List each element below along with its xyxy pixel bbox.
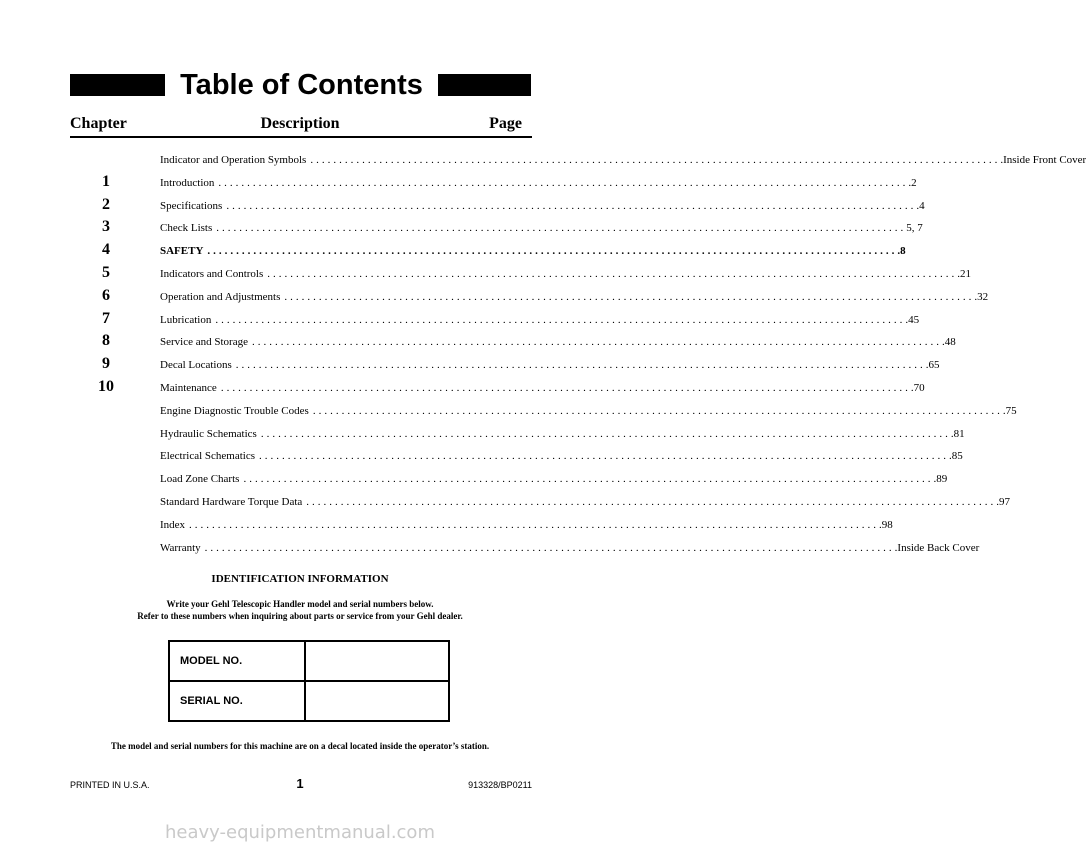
- printed-in-label: PRINTED IN U.S.A.: [70, 780, 150, 790]
- toc-entry-page: .98: [879, 518, 893, 531]
- title-right-bar: [438, 74, 531, 96]
- toc-entry-description: Engine Diagnostic Trouble Codes: [160, 404, 309, 417]
- toc-row: [0, 195, 925, 218]
- toc-entry-line: [160, 540, 980, 556]
- toc-entry-page: .70: [910, 382, 925, 394]
- toc-entry-line: [160, 403, 1017, 419]
- chapter-number: 1: [102, 172, 110, 190]
- toc-entry-description: Lubrication: [160, 313, 212, 326]
- toc-entry-page: .97: [996, 496, 1011, 508]
- toc-entry-description: Load Zone Charts: [160, 473, 240, 486]
- toc-entry-description: SAFETY: [160, 245, 204, 258]
- toc-entry-line: [160, 426, 965, 442]
- chapter-number: 4: [102, 241, 110, 259]
- watermark: heavy-equipmentmanual.com: [165, 822, 435, 843]
- part-number: 913328/BP0211: [468, 780, 532, 790]
- toc-entry-page: 5, 7: [906, 222, 923, 235]
- toc-entry-page: .2: [908, 176, 917, 189]
- toc-entry-line: [160, 266, 972, 282]
- identification-heading: IDENTIFICATION INFORMATION: [211, 573, 389, 585]
- toc-entry-page: .4: [916, 199, 925, 212]
- dot-leader: ........................................................................................................................: [226, 199, 917, 212]
- toc-entry-line: [160, 357, 940, 373]
- toc-entry-line: [160, 494, 1011, 510]
- toc-entry-line: [160, 198, 925, 214]
- chapter-number: 7: [102, 309, 110, 327]
- toc-row: [0, 172, 917, 195]
- toc-row: [0, 152, 1086, 172]
- toc-entry-description: Operation and Adjustments: [160, 290, 281, 303]
- dot-leader: ........................................................................................................................: [215, 313, 906, 326]
- toc-entry-description: Index: [160, 518, 186, 531]
- chapter-number: 8: [102, 332, 110, 350]
- toc-entry-page: .65: [925, 359, 940, 372]
- toc-entry-description: Indicators and Controls: [160, 268, 264, 280]
- toc-row: [0, 448, 963, 468]
- toc-entry-line: [160, 448, 963, 464]
- toc-entry-description: Indicator and Operation Symbols: [160, 154, 307, 166]
- toc-row: [0, 494, 1011, 514]
- toc-entry-description: Standard Hardware Torque Data: [160, 496, 303, 508]
- description-column-header: Description: [260, 115, 340, 132]
- toc-row: [0, 241, 906, 263]
- serial-row: [169, 681, 449, 721]
- page-title: Table of Contents: [180, 69, 423, 101]
- dot-leader: ........................................................................................................................: [310, 154, 1001, 166]
- chapter-number: 10: [98, 378, 114, 395]
- toc-row: [0, 471, 948, 491]
- toc-row: [0, 264, 972, 286]
- toc-entry-description: Decal Locations: [160, 359, 232, 372]
- toc-entry-line: [160, 175, 917, 191]
- dot-leader: ........................................................................................................................: [243, 473, 934, 486]
- toc-row: [0, 332, 956, 354]
- chapter-column-header: Chapter: [70, 115, 127, 132]
- toc-row: [0, 517, 893, 537]
- toc-row: [0, 403, 1017, 423]
- chapter-number: 6: [102, 286, 110, 304]
- toc-entry-page: .Inside Back Cover: [894, 541, 980, 554]
- chapter-number: 5: [102, 264, 110, 281]
- toc-entry-description: Introduction: [160, 176, 215, 189]
- chapter-number: 2: [102, 195, 110, 213]
- dot-leader: ........................................................................................................................: [306, 496, 997, 508]
- identification-table: [168, 640, 450, 722]
- title-left-bar: [70, 74, 165, 96]
- toc-entry-page: .32: [974, 290, 989, 303]
- toc-entry-page: .75: [1002, 404, 1017, 417]
- toc-entry-description: Electrical Schematics: [160, 450, 255, 463]
- toc-entry-line: [160, 334, 956, 350]
- toc-row: [0, 309, 920, 332]
- toc-entry-description: Maintenance: [160, 382, 217, 394]
- model-row: [169, 641, 449, 681]
- dot-leader: ........................................................................................................................: [258, 450, 949, 463]
- toc-row: [0, 540, 980, 560]
- toc-entry-page: .48: [941, 336, 956, 349]
- identification-instruction-2: Refer to these numbers when inquiring about parts or service from your Gehl dealer.: [137, 611, 463, 621]
- toc-entry-description: Specifications: [160, 199, 223, 212]
- identification-instruction-1: Write your Gehl Telescopic Handler model and serial numbers below.: [166, 599, 434, 609]
- serial-value-field[interactable]: [305, 681, 449, 721]
- toc-entry-line: [160, 471, 948, 487]
- toc-entry-page: .89: [933, 473, 948, 486]
- toc-entry-page: .8: [897, 245, 906, 258]
- dot-leader: ........................................................................................................................: [189, 518, 880, 531]
- toc-row: [0, 286, 989, 309]
- toc-entry-page: .45: [905, 313, 920, 326]
- toc-entry-page: .81: [950, 427, 965, 440]
- toc-entry-description: Check Lists: [160, 222, 213, 235]
- toc-entry-description: Service and Storage: [160, 336, 248, 349]
- dot-leader: ........................................................................................................................: [251, 336, 942, 349]
- page-column-header: Page: [489, 115, 522, 132]
- page-number: 1: [296, 776, 304, 791]
- toc-entry-line: [160, 517, 893, 533]
- dot-leader: ........................................................................................................................: [220, 382, 911, 394]
- toc-entry-line: [160, 220, 923, 236]
- toc-entry-line: [160, 289, 989, 305]
- chapter-number: 9: [102, 355, 110, 373]
- model-value-field[interactable]: [305, 641, 449, 681]
- toc-entry-line: [160, 380, 925, 396]
- dot-leader: ........................................................................................................................: [216, 222, 907, 235]
- toc-entry-description: Warranty: [160, 541, 201, 554]
- toc-entry-description: Hydraulic Schematics: [160, 427, 257, 440]
- toc-row: [0, 355, 940, 377]
- toc-entry-line: [160, 152, 1086, 168]
- serial-location-note: The model and serial numbers for this machine are on a decal located inside the operator’s station.: [110, 741, 490, 751]
- serial-label: SERIAL NO.: [169, 681, 305, 721]
- dot-leader: ........................................................................................................................: [267, 268, 958, 280]
- toc-entry-page: .21: [957, 268, 972, 280]
- toc-row: [0, 378, 925, 400]
- dot-leader: ........................................................................................................................: [207, 245, 898, 258]
- model-label: MODEL NO.: [169, 641, 305, 681]
- dot-leader: ........................................................................................................................: [235, 359, 926, 372]
- toc-entry-page: .85: [948, 450, 963, 463]
- dot-leader: ........................................................................................................................: [218, 176, 909, 189]
- dot-leader: ........................................................................................................................: [260, 427, 951, 440]
- toc-entry-page: .Inside Front Cover: [1000, 154, 1086, 166]
- toc-row: [0, 218, 923, 240]
- toc-entry-line: [160, 312, 920, 328]
- title-bar: [70, 70, 531, 100]
- header-rule: [70, 136, 532, 138]
- dot-leader: ........................................................................................................................: [204, 541, 895, 554]
- chapter-number: 3: [102, 218, 110, 236]
- toc-row: [0, 426, 965, 446]
- toc-entry-line: [160, 243, 906, 259]
- dot-leader: ........................................................................................................................: [284, 290, 975, 303]
- dot-leader: ........................................................................................................................: [312, 404, 1003, 417]
